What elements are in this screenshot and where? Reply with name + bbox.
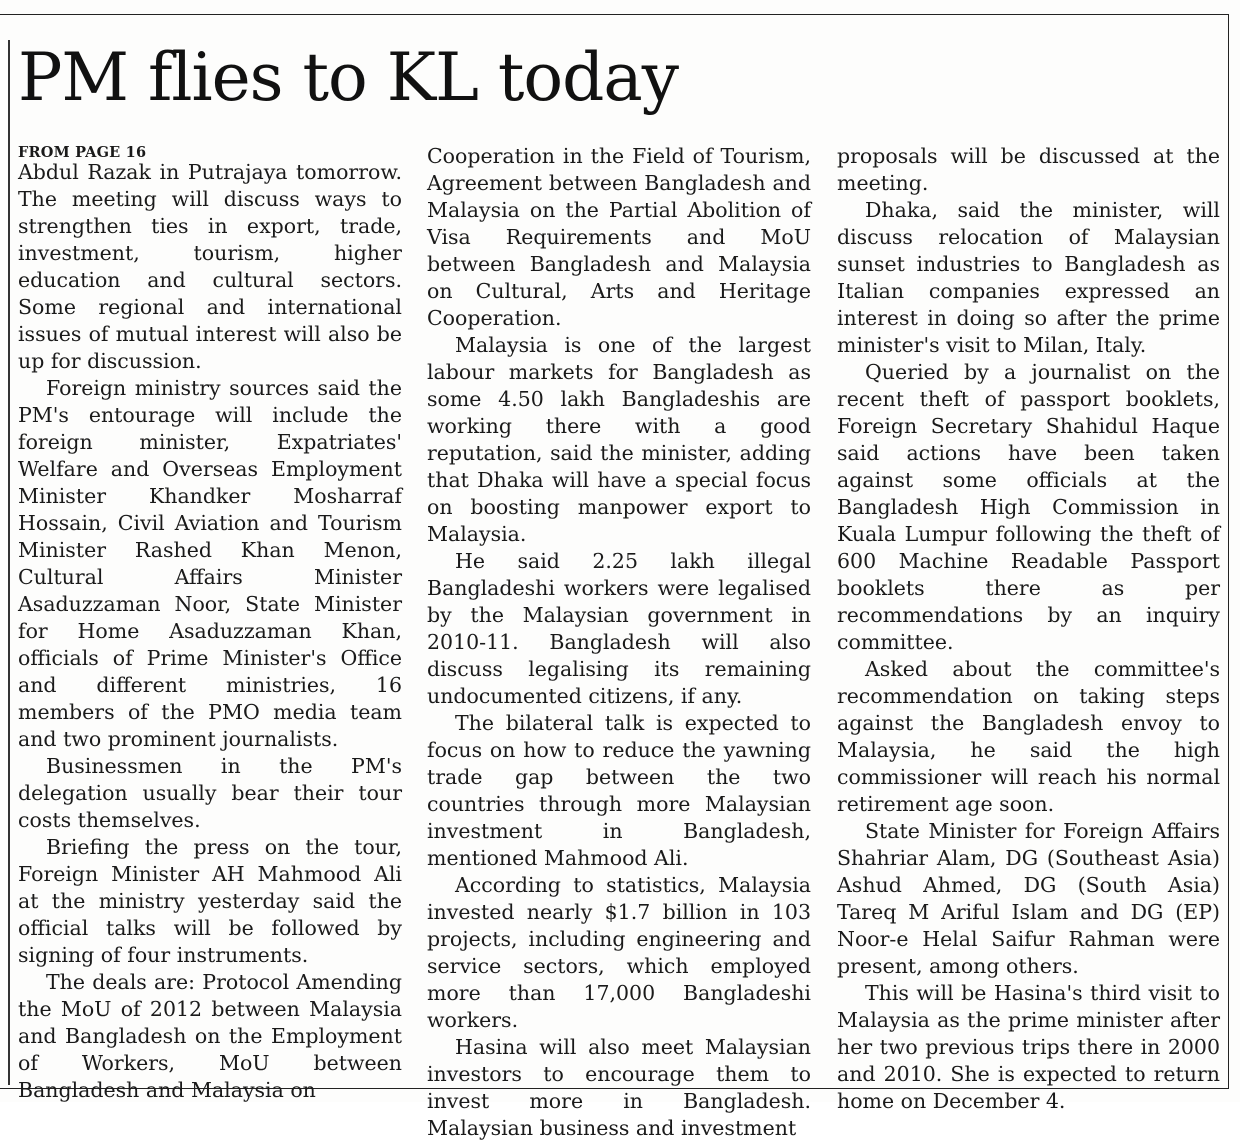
paragraph: Briefing the press on the tour, Foreign Minister AH Mahmood Ali at the ministry yesterday said the official talks will be followed by signing of four instruments. — [18, 835, 402, 967]
article-column-1 — [18, 143, 402, 1104]
paragraph: Hasina will also meet Malaysian investors to encourage them to invest more in Bangladesh. Malaysian business and investment — [427, 1035, 811, 1140]
paragraph: Cooperation in the Field of Tourism, Agreement between Bangladesh and Malaysia on the Partial Abolition of Visa Requirements and MoU between Bangladesh and Malaysia on Cultural, Arts and Heritage Cooperation. — [427, 144, 811, 330]
paragraph: This will be Hasina's third visit to Malaysia as the prime minister after her two previous trips there in 2000 and 2010. She is expected to return home on December 4. — [837, 981, 1220, 1113]
paragraph: Malaysia is one of the largest labour markets for Bangladesh as some 4.50 lakh Bangladeshis are working there with a good reputation, said the minister, adding that Dhaka will have a special focus on boosting manpower export to Malaysia. — [427, 333, 811, 546]
paragraph: proposals will be discussed at the meeting. — [837, 144, 1220, 195]
paragraph: Queried by a journalist on the recent theft of passport booklets, Foreign Secretary Shahidul Haque said actions have been taken against some officials at the Bangladesh High Commission in Kuala Lumpur following the theft of 600 Machine Readable Passport booklets there as per recommendations by an inquiry committee. — [837, 360, 1220, 654]
paragraph: State Minister for Foreign Affairs Shahriar Alam, DG (Southeast Asia) Ashud Ahmed, DG (South Asia) Tareq M Ariful Islam and DG (EP) Noor-e Helal Saifur Rahman were present, among others. — [837, 819, 1220, 978]
paragraph: The bilateral talk is expected to focus on how to reduce the yawning trade gap between the two countries through more Malaysian investment in Bangladesh, mentioned Mahmood Ali. — [427, 711, 811, 870]
paragraph: Dhaka, said the minister, will discuss relocation of Malaysian sunset industries to Bangladesh as Italian companies expressed an interest in doing so after the prime minister's visit to Milan, Italy. — [837, 198, 1220, 357]
article-headline: PM flies to KL today — [18, 39, 679, 116]
paragraph: Foreign ministry sources said the PM's entourage will include the foreign minister, Expatriates' Welfare and Overseas Employment Minister Khandker Mosharraf Hossain, Civil Aviation and Tourism Minister Rashed Khan Menon, Cultural Affairs Minister Asaduzzaman Noor, State Minister for Home Asaduzzaman Khan, officials of Prime Minister's Office and different ministries, 16 members of the PMO media team and two prominent journalists. — [18, 376, 402, 751]
paragraph: Abdul Razak in Putrajaya tomorrow. The meeting will discuss ways to strengthen ties in export, trade, investment, tourism, higher education and cultural sectors. Some regional and international issues of mutual interest will also be up for discussion. — [18, 160, 402, 373]
paragraph: According to statistics, Malaysia invested nearly $1.7 billion in 103 projects, including engineering and service sectors, which employed more than 17,000 Bangladeshi workers. — [427, 873, 811, 1032]
paragraph: Asked about the committee's recommendation on taking steps against the Bangladesh envoy to Malaysia, he said the high commissioner will reach his normal retirement age soon. — [837, 657, 1220, 816]
right-border-rule — [1228, 14, 1229, 1089]
left-border-rule — [8, 40, 10, 1085]
paragraph: He said 2.25 lakh illegal Bangladeshi workers were legalised by the Malaysian government in 2010-11. Bangladesh will also discuss legalising its remaining undocumented citizens, if any. — [427, 549, 811, 708]
article-column-2 — [427, 143, 811, 1142]
paragraph: The deals are: Protocol Amending the MoU of 2012 between Malaysia and Bangladesh on the Employment of Workers, MoU between Bangladesh and Malaysia on — [18, 970, 402, 1102]
paragraph: Businessmen in the PM's delegation usually bear their tour costs themselves. — [18, 754, 402, 832]
top-border-rule — [0, 14, 1228, 15]
article-column-3 — [837, 143, 1220, 1115]
continuation-kicker: FROM PAGE 16 — [18, 144, 147, 161]
